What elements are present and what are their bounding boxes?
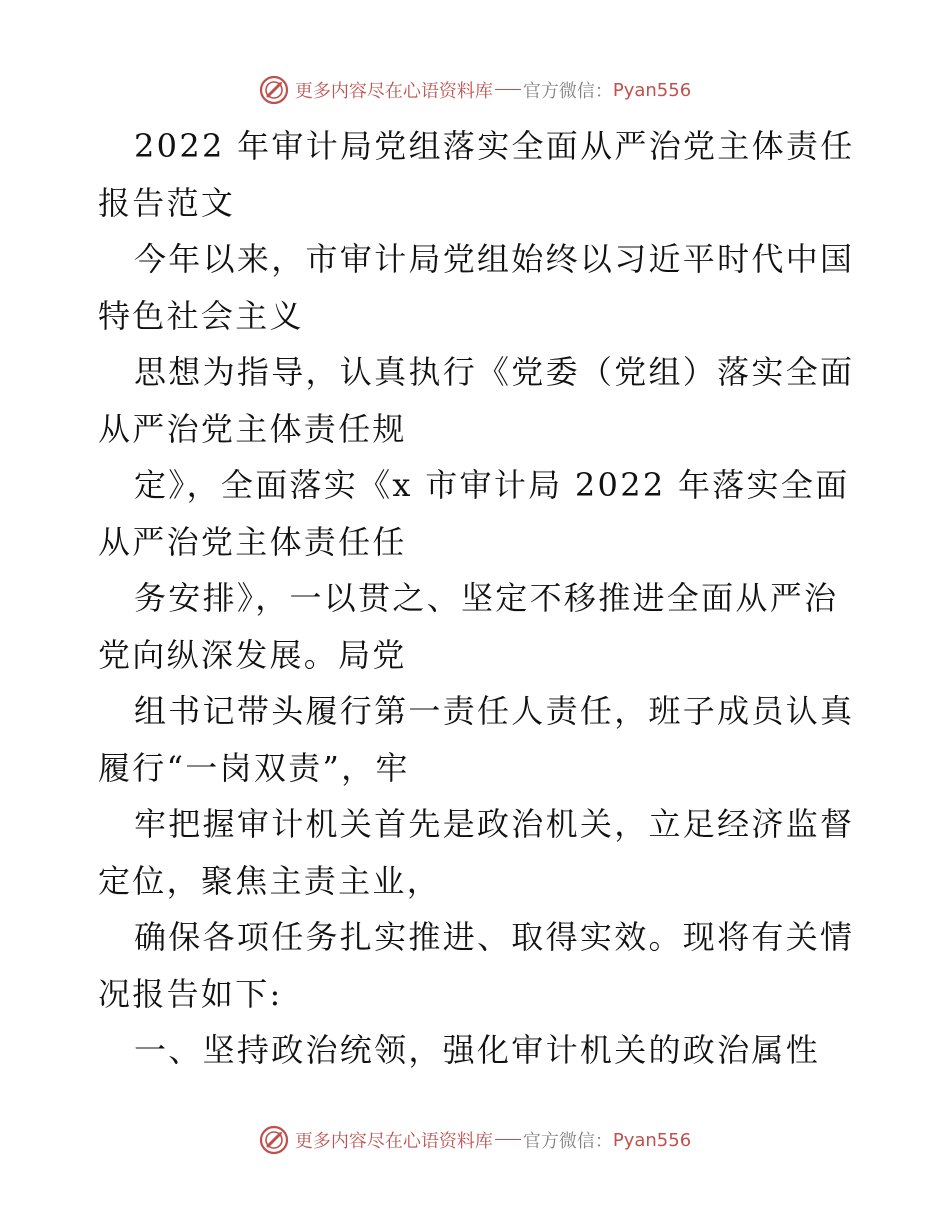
logo-icon [259, 75, 289, 105]
paragraph: 务安排》，一以贯之、坚定不移推进全面从严治党向纵深发展。局党 [98, 579, 839, 674]
watermark-id: Pyan556 [612, 79, 692, 101]
watermark-dash [495, 89, 521, 90]
paragraph: 牢把握审计机关首先是政治机关，立足经济监督定位，聚焦主责主业， [98, 805, 855, 900]
watermark-official: 官方微信： [522, 81, 613, 102]
watermark-id: Pyan556 [612, 1129, 692, 1151]
header-watermark [0, 70, 950, 110]
paragraph: 确保各项任务扎实推进、取得实效。现将有关情况报告如下: [98, 918, 855, 1013]
paragraph: 组书记带头履行第一责任人责任，班子成员认真履行“一岗双责”，牢 [98, 692, 855, 787]
paragraph: 思想为指导，认真执行《党委（党组）落实全面从严治党主体责任规 [98, 353, 855, 448]
watermark-dash [495, 1139, 521, 1140]
document-body [98, 118, 858, 1079]
watermark-official: 官方微信： [522, 1131, 613, 1152]
section-heading: 一、坚持政治统领，强化审计机关的政治属性 [134, 1031, 821, 1069]
paragraph: 今年以来，市审计局党组始终以习近平时代中国特色社会主义 [98, 240, 855, 335]
paragraph: 定》，全面落实《x 市审计局 2022 年落实全面从严治党主体责任任 [98, 466, 850, 561]
document-title: 2022 年审计局党组落实全面从严治党主体责任报告范文 [98, 127, 855, 222]
watermark-brand: 更多内容尽在心语资料库 [294, 81, 493, 102]
footer-watermark [0, 1120, 950, 1160]
watermark-brand: 更多内容尽在心语资料库 [294, 1131, 493, 1152]
logo-icon [259, 1125, 289, 1155]
